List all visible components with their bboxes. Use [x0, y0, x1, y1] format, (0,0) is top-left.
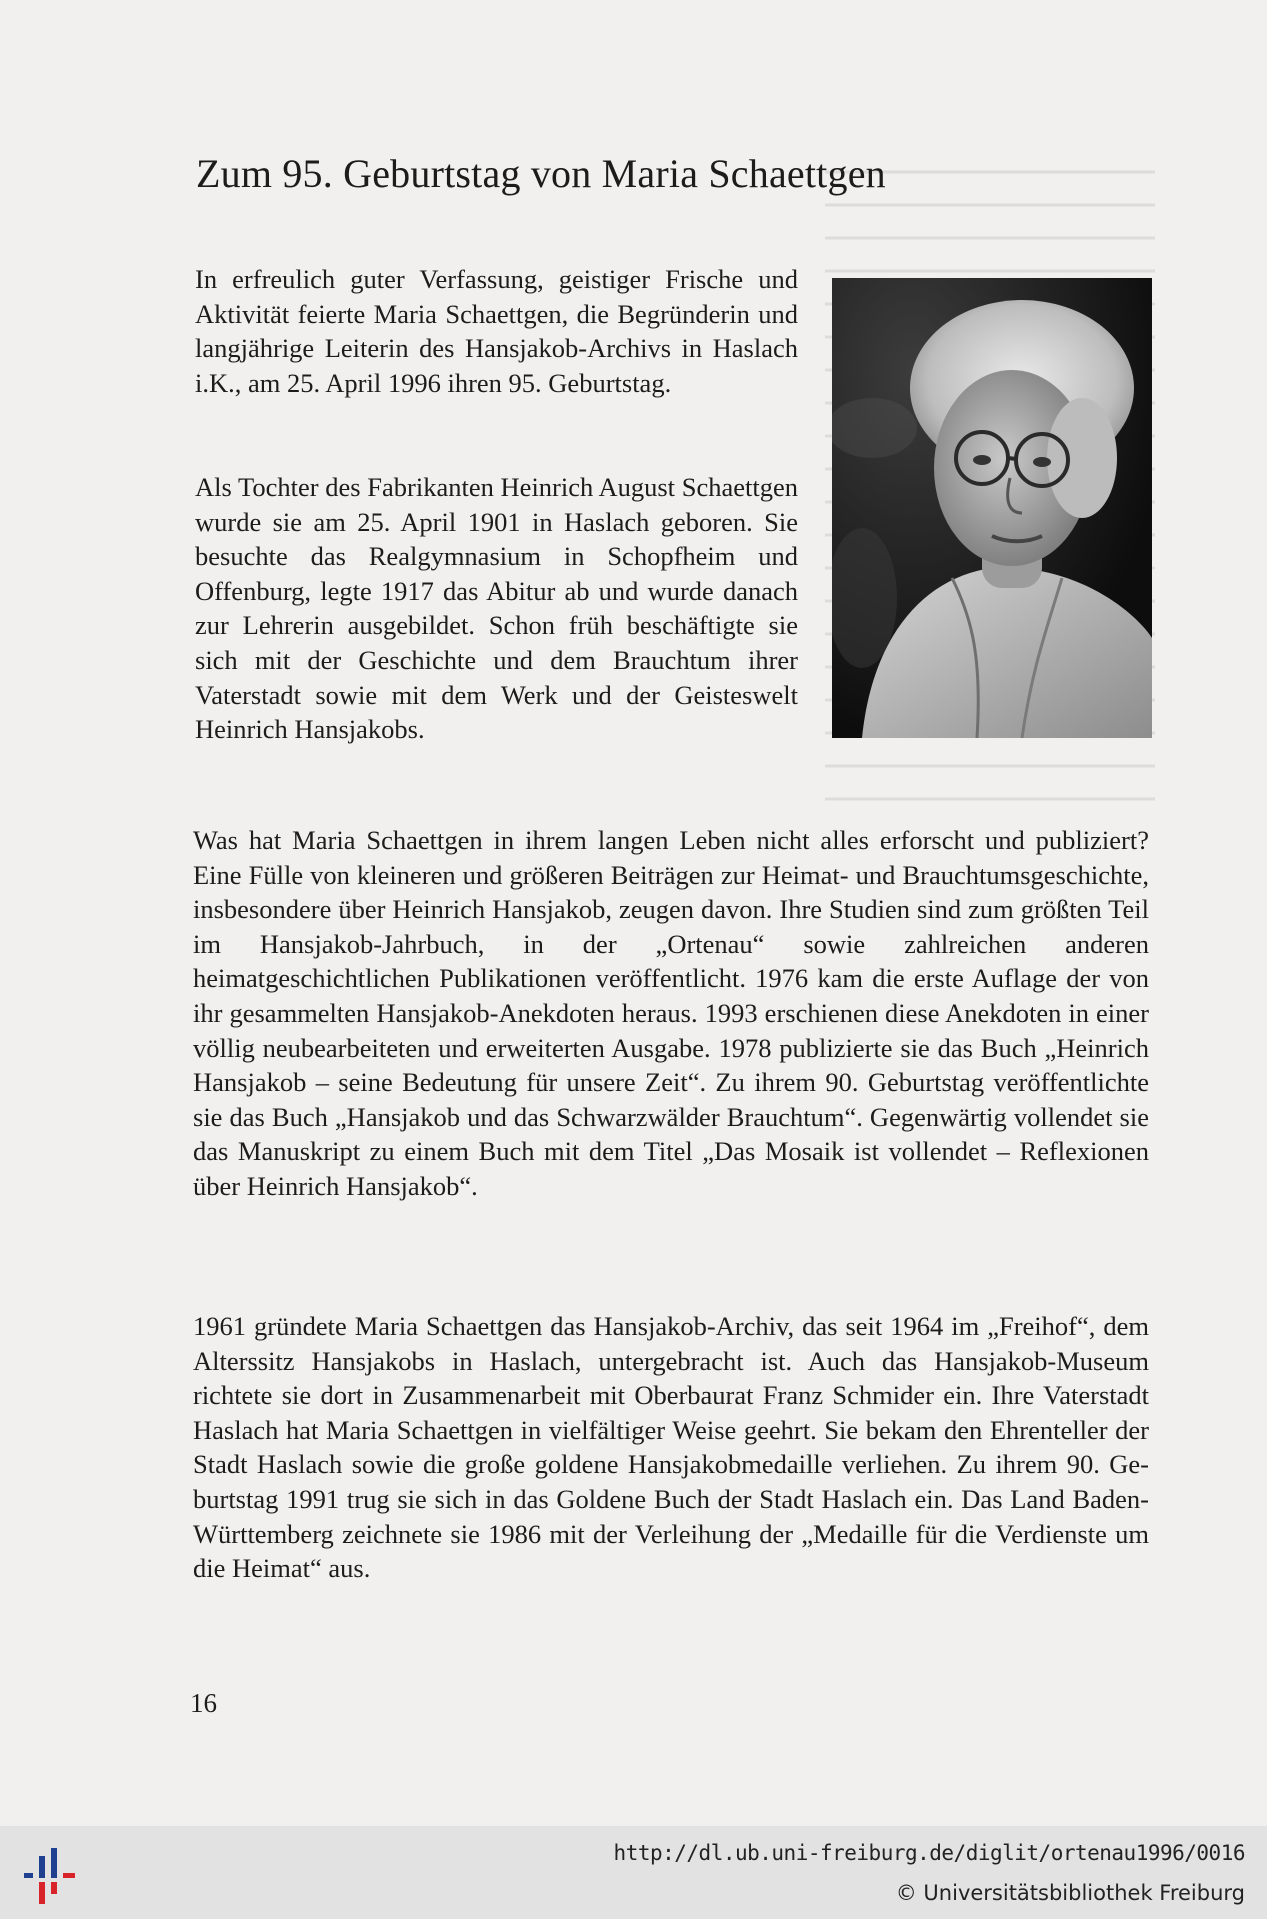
copyright-notice: © Universitätsbibliothek Freiburg	[895, 1881, 1245, 1905]
article-title: Zum 95. Geburtstag von Maria Schaettgen	[196, 151, 886, 196]
ub-freiburg-logo-icon	[18, 1844, 82, 1908]
paragraph-1: In erfreulich guter Verfassung, geistiger Frische und Aktivität feierte Maria Schaettgen, die Begründerin und langjährige Leiterin des Hansjakob-Archivs in Haslach i.K., am 25. April 1996 ihren 95. Geburtstag.	[195, 264, 798, 398]
portrait-photo	[832, 278, 1152, 738]
paragraph-4: 1961 gründete Maria Schaettgen das Hansjakob-Archiv, das seit 1964 im „Freihof“, dem Alterssitz Hansjakobs in Haslach, untergebracht ist. Auch das Hansjakob-Museum richtete sie dort in Zusammenarbeit mit Oberbaurat Franz Schmider ein. Ihre Vaterstadt Haslach hat Maria Schaettgen in vielfältiger Weise geehrt. Sie bekam den Ehrenteller der Stadt Haslach sowie die große goldene Hansjakobmedaille verliehen. Zu ihrem 90. Geburtstag 1991 trug sie sich in das Goldene Buch der Stadt Haslach ein. Das Land Baden-Württemberg zeichnete sie 1986 mit der Verleihung der „Medaille für die Verdienste um die Heimat“ aus.	[193, 1311, 1149, 1584]
paragraph-2: Als Tochter des Fabrikanten Heinrich August Schaettgen wurde sie am 25. April 1901 in Haslach geboren. Sie besuchte das Realgymnasium in Schopfheim und Offenburg, legte 1917 das Abitur ab und wurde danach zur Lehrerin ausgebildet. Schon früh beschäftigte sie sich mit der Geschichte und dem Brauchtum ihrer Vaterstadt sowie mit dem Werk und der Geisteswelt Heinrich Hansjakobs.	[195, 472, 798, 745]
page-number: 16	[190, 1688, 217, 1718]
footer-bar	[0, 1826, 1267, 1919]
source-url[interactable]: http://dl.ub.uni-freiburg.de/diglit/ortenau1996/0016	[613, 1841, 1245, 1865]
paragraph-3: Was hat Maria Schaettgen in ihrem langen Leben nicht alles erforscht und publiziert? Eine Fülle von kleineren und größeren Beiträgen zur Heimat- und Brauchtumsgeschichte, insbesondere über Heinrich Hansjakob, zeugen davon. Ihre Studien sind zum größten Teil im Hansjakob-Jahrbuch, in der „Ortenau“ sowie zahlreichen anderen heimatgeschichtlichen Publikationen veröffentlicht. 1976 kam die erste Auflage der von ihr gesammelten Hansjakob-Anekdoten heraus. 1993 erschienen diese Anekdoten in einer völlig neubearbeiteten und erweiterten Ausgabe. 1978 publizierte sie das Buch „Heinrich Hansjakob – seine Bedeutung für unsere Zeit“. Zu ihrem 90. Geburtstag veröffentlichte sie das Buch „Hansjakob und das Schwarzwälder Brauchtum“. Gegenwärtig vollendet sie das Manuskript zu einem Buch mit dem Titel „Das Mosaik ist vollendet – Reflexionen über Heinrich Hansjakob“.	[193, 825, 1149, 1201]
